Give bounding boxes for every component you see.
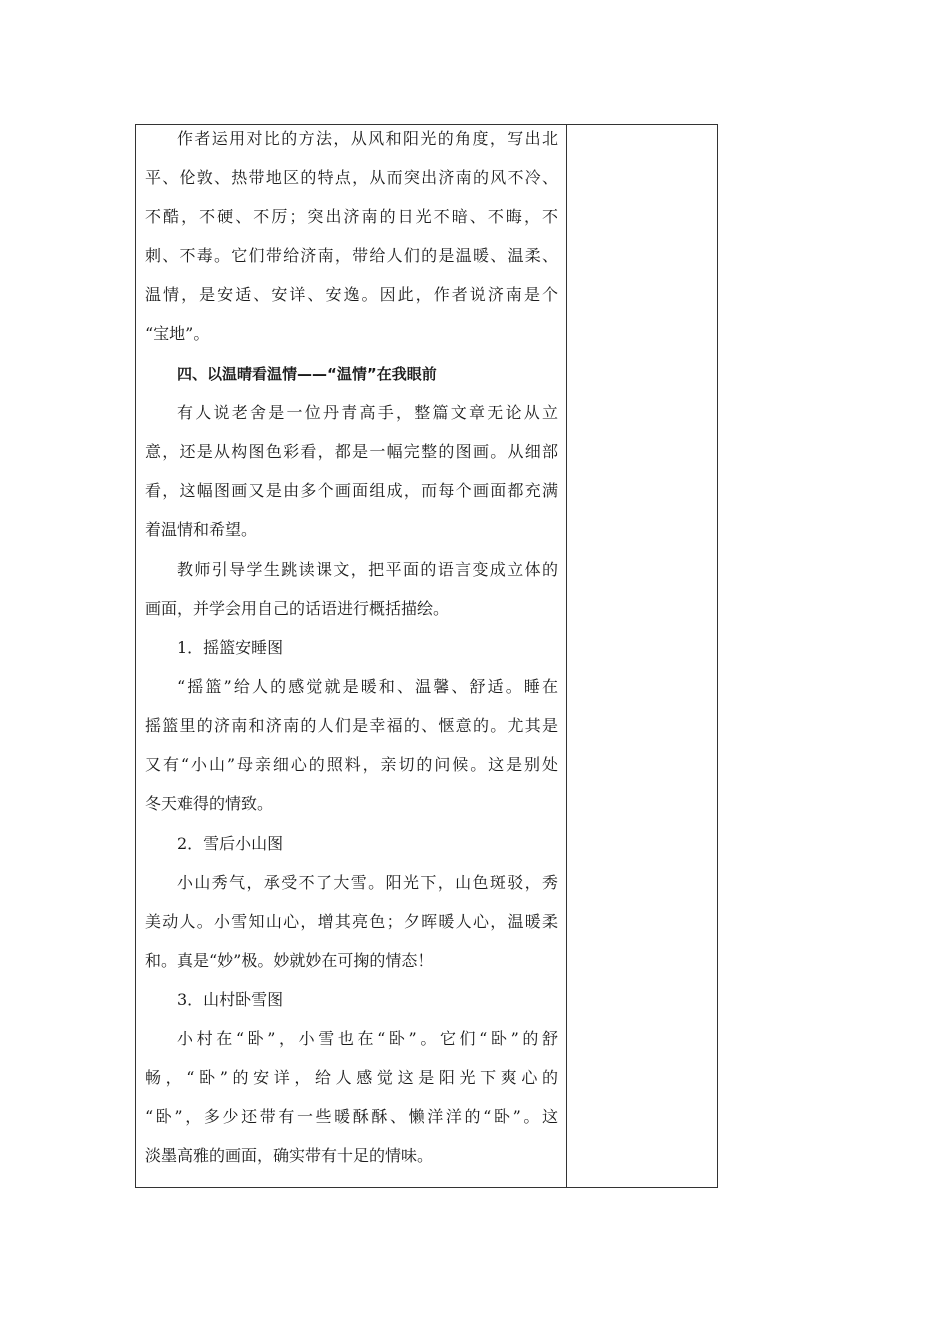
section-heading: 四、以温晴看温情——“温情”在我眼前 (177, 365, 437, 383)
paragraph-line: 畅，“卧”的安详，给人感觉这是阳光下爽心的 (145, 1068, 558, 1087)
notes-cell (567, 125, 717, 1187)
paragraph-line: 淡墨高雅的画面，确实带有十足的情味。 (145, 1146, 434, 1165)
paragraph-line: “摇篮”给人的感觉就是暖和、温馨、舒适。睡在 (177, 677, 558, 696)
lesson-table (135, 124, 718, 1188)
item-title: 3．山村卧雪图 (177, 990, 284, 1009)
item-title: 1．摇篮安睡图 (177, 638, 284, 657)
paragraph-line: 和。真是“妙”极。妙就妙在可掬的情态！ (145, 951, 434, 970)
paragraph-line: 意，还是从构图色彩看，都是一幅完整的图画。从细部 (145, 442, 558, 461)
paragraph-line: “宝地”。 (145, 324, 210, 343)
paragraph-line: 小村在“卧”，小雪也在“卧”。它们“卧”的舒 (177, 1029, 558, 1048)
paragraph-line: 平、伦敦、热带地区的特点，从而突出济南的风不冷、 (145, 168, 558, 187)
paragraph-line: 小山秀气，承受不了大雪。阳光下，山色斑驳，秀 (177, 873, 558, 892)
paragraph-line: 美动人。小雪知山心，增其亮色；夕晖暖人心，温暖柔 (145, 912, 558, 931)
paragraph-line: 着温情和希望。 (145, 520, 258, 539)
paragraph-line: 不酷，不硬、不厉；突出济南的日光不暗、不晦，不 (145, 207, 558, 226)
paragraph-line: 刺、不毒。它们带给济南，带给人们的是温暖、温柔、 (145, 246, 558, 265)
paragraph-line: 摇篮里的济南和济南的人们是幸福的、惬意的。尤其是 (145, 716, 558, 735)
paragraph-line: 看，这幅图画又是由多个画面组成，而每个画面都充满 (145, 481, 558, 500)
item-title: 2．雪后小山图 (177, 834, 284, 853)
paragraph-line: 教师引导学生跳读课文，把平面的语言变成立体的 (177, 560, 558, 579)
paragraph-line: “卧”，多少还带有一些暖酥酥、懒洋洋的“卧”。这 (145, 1107, 558, 1126)
paragraph-line: 有人说老舍是一位丹青高手，整篇文章无论从立 (177, 403, 558, 422)
paragraph-line: 画面，并学会用自己的话语进行概括描绘。 (145, 599, 450, 618)
paragraph-line: 作者运用对比的方法，从风和阳光的角度，写出北 (177, 129, 558, 148)
paragraph-line: 又有“小山”母亲细心的照料，亲切的问候。这是别处 (145, 755, 558, 774)
content-cell (136, 125, 567, 1187)
paragraph-line: 冬天难得的情致。 (145, 794, 274, 813)
paragraph-line: 温情，是安适、安详、安逸。因此，作者说济南是个 (145, 285, 558, 304)
